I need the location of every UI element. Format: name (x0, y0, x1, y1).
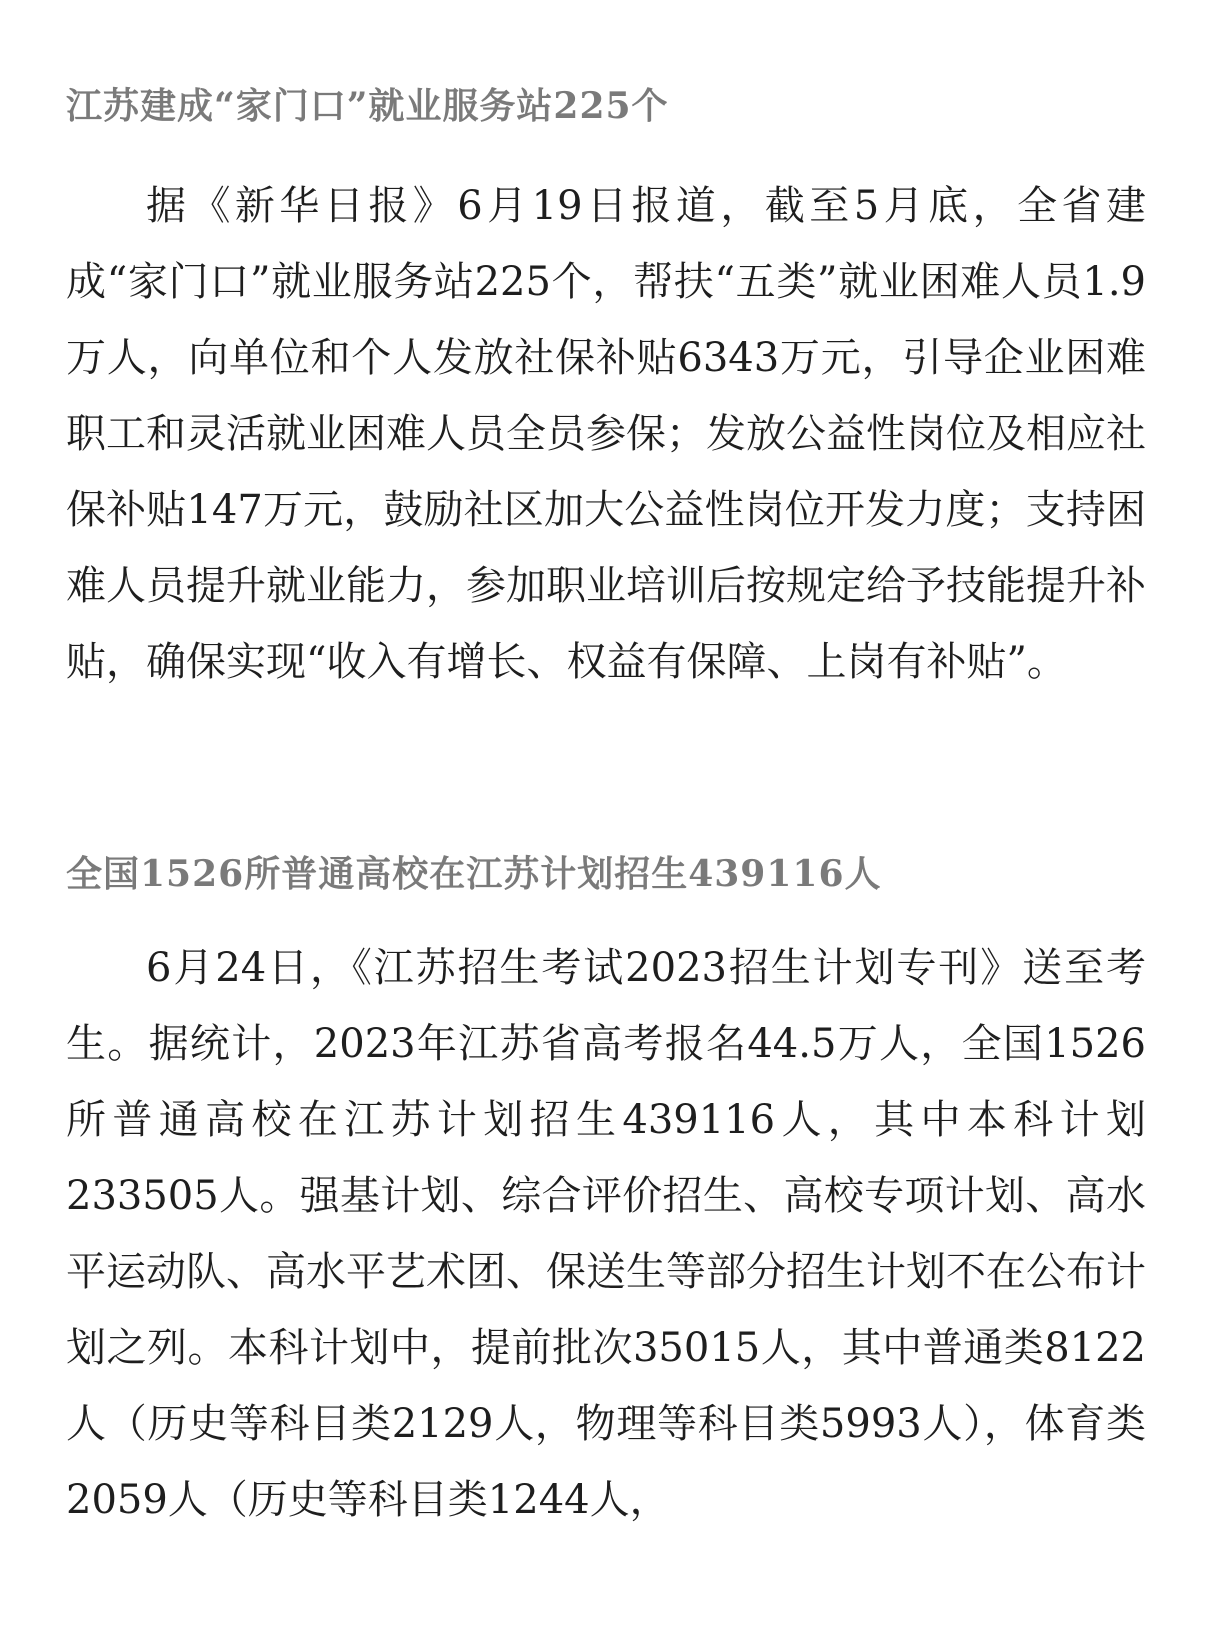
article-heading-employment-stations: 江苏建成“家门口”就业服务站225个 (66, 85, 669, 127)
article-body-employment-stations (66, 168, 1146, 700)
paragraph: 据《新华日报》6月19日报道，截至5月底，全省建成“家门口”就业服务站225个，帮扶“五类”就业困难人员1.9万人，向单位和个人发放社保补贴6343万元，引导企业困难职工和灵活就业困难人员全员参保；发放公益性岗位及相应社保补贴147万元，鼓励社区加大公益性岗位开发力度；支持困难人员提升就业能力，参加职业培训后按规定给予技能提升补贴，确保实现“收入有增长、权益有保障、上岗有补贴”。 (66, 183, 1146, 685)
article-body-enrollment-plan (66, 930, 1146, 1538)
paragraph: 6月24日，《江苏招生考试2023招生计划专刊》送至考生。据统计，2023年江苏省高考报名44.5万人，全国1526所普通高校在江苏计划招生439116人，其中本科计划233505人。强基计划、综合评价招生、高校专项计划、高水平运动队、高水平艺术团、保送生等部分招生计划不在公布计划之列。本科计划中，提前批次35015人，其中普通类8122人（历史等科目类2129人，物理等科目类5993人），体育类2059人（历史等科目类1244人， (66, 945, 1146, 1523)
article-heading-enrollment-plan: 全国1526所普通高校在江苏计划招生439116人 (66, 853, 882, 895)
